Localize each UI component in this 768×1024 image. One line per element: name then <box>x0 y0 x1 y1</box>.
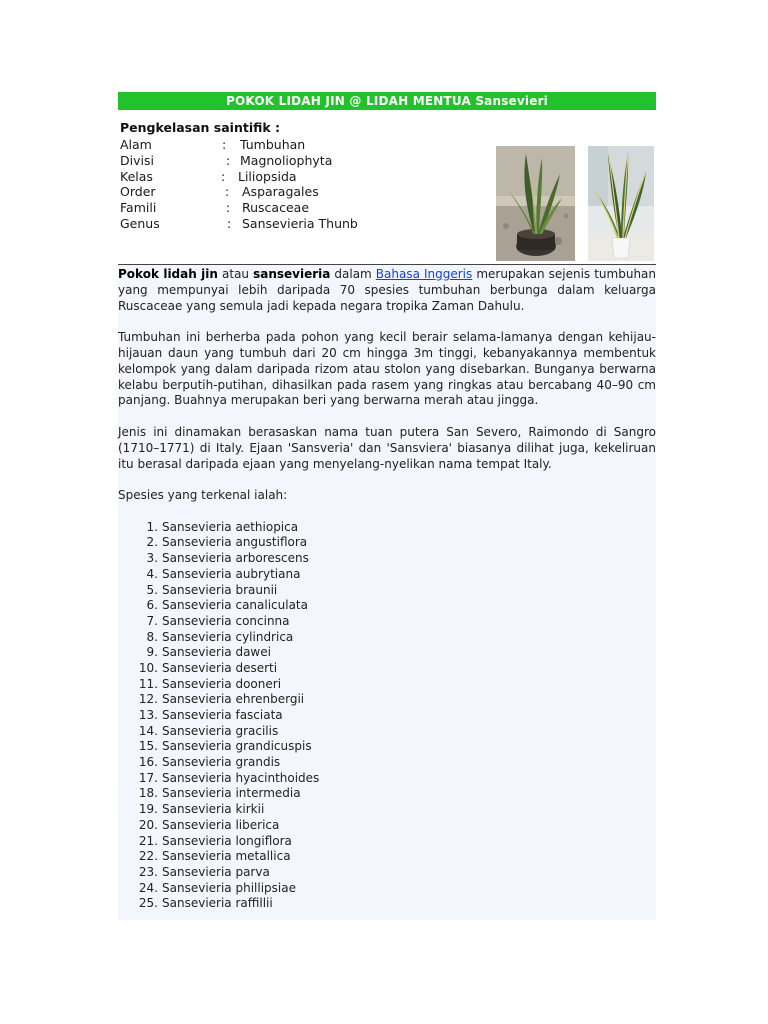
species-number: 7. <box>146 613 158 628</box>
taxo-sep: : <box>226 152 231 168</box>
species-name: Sansevieria ehrenbergii <box>162 692 305 707</box>
species-name: Sansevieria cylindrica <box>162 629 294 644</box>
species-number: 17. <box>138 770 158 785</box>
species-number: 5. <box>146 582 158 597</box>
sansevieria-photo-pot <box>496 146 575 261</box>
intro-paragraph <box>118 267 656 314</box>
taxo-key: Famili <box>120 200 157 216</box>
term-lidah-jin: Pokok lidah jin <box>118 267 218 281</box>
species-list-item <box>118 677 656 693</box>
species-number: 25. <box>138 896 158 911</box>
species-list-item <box>118 896 656 912</box>
taxo-row-kelas <box>120 168 297 185</box>
species-number: 16. <box>138 755 158 770</box>
taxo-sep: : <box>227 215 232 231</box>
species-list-item <box>118 708 656 724</box>
text-fragment: dalam <box>330 267 376 281</box>
classification-heading: Pengkelasan saintifik : <box>120 120 281 135</box>
term-sansevieria: sansevieria <box>253 267 331 281</box>
taxo-value: Liliopsida <box>238 168 297 184</box>
species-name: Sansevieria longiflora <box>162 833 292 848</box>
species-list-item <box>118 818 656 834</box>
species-list-item <box>118 614 656 630</box>
species-name: Sansevieria hyacinthoides <box>162 770 320 785</box>
species-number: 10. <box>138 660 158 675</box>
species-name: Sansevieria metallica <box>162 849 291 864</box>
species-number: 13. <box>138 708 158 722</box>
article-body <box>118 265 656 920</box>
species-list-item <box>118 630 656 646</box>
classification-table <box>120 120 358 232</box>
link-bahasa-inggeris[interactable]: Bahasa Inggeris <box>375 267 473 281</box>
species-name: Sansevieria gracilis <box>162 723 279 738</box>
species-number: 15. <box>138 739 158 754</box>
species-name: Sansevieria concinna <box>162 613 290 628</box>
species-number: 19. <box>138 802 158 817</box>
species-intro: Spesies yang terkenal ialah: <box>118 488 288 503</box>
species-list-item <box>118 661 656 677</box>
taxo-sep: : <box>221 168 226 184</box>
species-number: 4. <box>146 566 158 581</box>
species-name: Sansevieria phillipsiae <box>162 880 296 895</box>
taxo-value: Magnoliophyta <box>240 152 333 168</box>
species-list-item <box>118 645 656 661</box>
species-list-item <box>118 865 656 881</box>
species-list-item <box>118 755 656 771</box>
species-number: 6. <box>146 598 158 613</box>
species-name: Sansevieria grandis <box>162 755 281 770</box>
text-fragment: atau <box>217 267 254 281</box>
species-name: Sansevieria arborescens <box>162 551 309 566</box>
taxo-row-divisi <box>120 152 333 169</box>
page-title: POKOK LIDAH JIN @ LIDAH MENTUA Sansevieri <box>118 92 656 110</box>
taxo-sep: : <box>225 184 230 200</box>
taxo-key: Order <box>120 184 156 200</box>
species-list-item <box>118 881 656 897</box>
species-name: Sansevieria dooneri <box>162 676 282 691</box>
taxo-value: Ruscaceae <box>242 200 310 216</box>
taxo-row-order <box>120 184 319 200</box>
species-list-item <box>118 724 656 740</box>
species-list-item <box>118 535 656 551</box>
species-name: Sansevieria parva <box>162 864 270 879</box>
species-list-item <box>118 834 656 850</box>
species-list-item <box>118 771 656 787</box>
taxo-key: Alam <box>120 137 152 152</box>
species-name: Sansevieria canaliculata <box>162 598 308 613</box>
taxo-row-genus <box>120 215 358 232</box>
taxo-row-famili <box>120 200 310 216</box>
taxo-value: Asparagales <box>242 184 319 200</box>
species-list-item <box>118 849 656 865</box>
species-number: 8. <box>146 629 158 644</box>
species-number: 22. <box>138 849 158 864</box>
species-list-item <box>118 692 656 708</box>
species-number: 20. <box>138 817 158 832</box>
species-list-item <box>118 567 656 583</box>
species-list-item <box>118 802 656 818</box>
taxo-key: Kelas <box>120 168 153 184</box>
species-name: Sansevieria deserti <box>162 660 278 675</box>
species-list-item <box>118 520 656 536</box>
taxo-value: Tumbuhan <box>240 137 306 152</box>
species-list-item <box>118 598 656 614</box>
species-number: 3. <box>146 551 158 566</box>
species-name: Sansevieria dawei <box>162 645 271 660</box>
species-number: 23. <box>138 864 158 879</box>
species-number: 11. <box>138 676 158 691</box>
species-name: Sansevieria raffillii <box>162 896 273 911</box>
species-number: 9. <box>146 645 158 660</box>
species-list-item <box>118 551 656 567</box>
taxo-key: Divisi <box>120 152 154 168</box>
species-number: 12. <box>138 692 158 707</box>
species-name: Sansevieria liberica <box>162 817 280 832</box>
taxo-sep: : <box>222 137 227 152</box>
species-name: Sansevieria aethiopica <box>162 519 299 534</box>
species-number: 18. <box>138 786 158 801</box>
taxo-sep: : <box>226 200 231 216</box>
taxo-key: Genus <box>120 215 160 231</box>
species-name: Sansevieria aubrytiana <box>162 566 301 581</box>
document-page <box>118 92 656 920</box>
species-number: 1. <box>146 519 158 534</box>
species-name: Sansevieria intermedia <box>162 786 301 801</box>
taxo-value: Sansevieria Thunb <box>242 215 358 231</box>
sansevieria-photo-white-pot <box>588 146 654 261</box>
species-list <box>118 520 656 916</box>
taxo-row-alam <box>120 137 306 153</box>
species-number: 2. <box>146 535 158 550</box>
species-list-item <box>118 786 656 802</box>
species-list-item <box>118 739 656 755</box>
species-name: Sansevieria angustiflora <box>162 535 308 550</box>
etymology-paragraph: Jenis ini dinamakan berasaskan nama tuan putera San Severo, Raimondo di Sangro (1710–1771) di Italy. Ejaan 'Sansveria' dan 'Sansviera' biasanya dilihat juga, kekeliruan itu berasal daripada ejaan yang menyelang-nyelikan nama tempat Italy. <box>118 424 656 471</box>
classification-section <box>118 110 656 264</box>
species-name: Sansevieria fasciata <box>162 708 283 722</box>
species-number: 14. <box>138 723 158 738</box>
species-name: Sansevieria kirkii <box>162 802 265 817</box>
species-name: Sansevieria grandicuspis <box>162 739 312 754</box>
species-list-item <box>118 583 656 599</box>
text-fragment: merupakan sejenis tumbuhan yang mempunyai lebih daripada 70 spesies tumbuhan berbunga dalam keluarga Ruscaceae yang semula jadi kepada negara tropika Zaman Dahulu. <box>118 267 657 313</box>
species-name: Sansevieria braunii <box>162 582 278 597</box>
species-number: 24. <box>138 880 158 895</box>
species-number: 21. <box>138 833 158 848</box>
description-paragraph: Tumbuhan ini berherba pada pohon yang kecil berair selama-lamanya dengan kehijau-hijauan daun yang tumbuh dari 20 cm hingga 3m tinggi, kebanyakannya membentuk kelompok yang dalam daripada rizom atau stolon yang disebarkan. Bunganya berwarna kelabu berputih-putihan, dihasilkan pada rasem yang ringkas atau bercabang 40–90 cm panjang. Buahnya merupakan beri yang berwarna merah atau jingga. <box>118 330 656 408</box>
